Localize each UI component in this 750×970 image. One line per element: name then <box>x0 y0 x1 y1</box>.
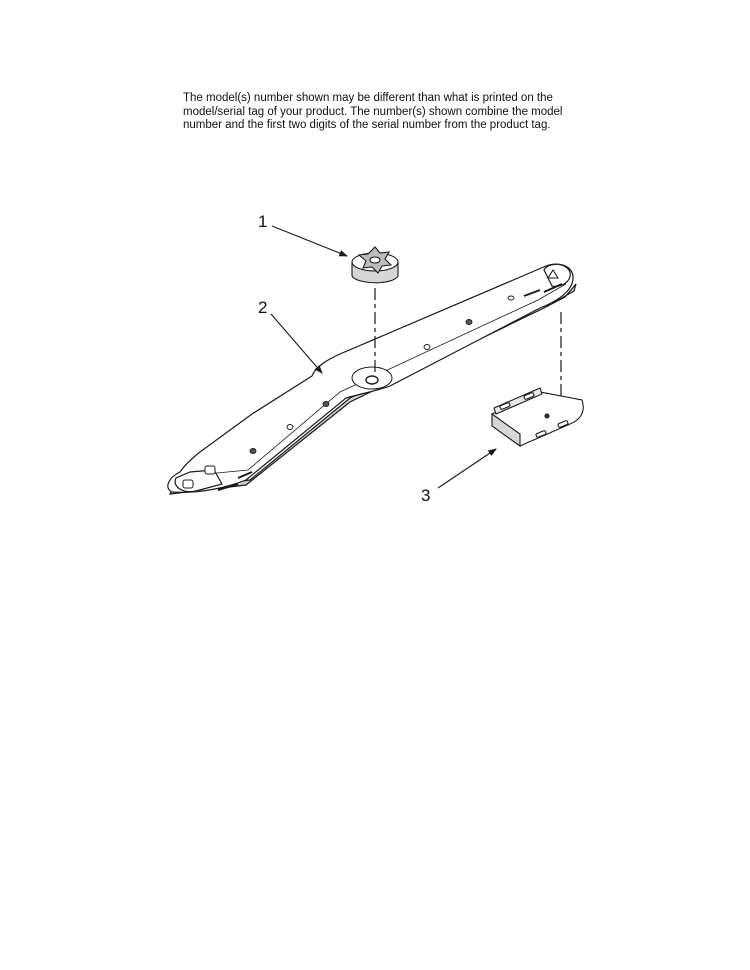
callout-part-2: 2 <box>258 298 268 317</box>
bearing-clip-top <box>492 392 583 446</box>
disclaimer-line-3: number and the first two digits of the serial number from the product tag. <box>183 119 551 131</box>
leader-arrow-2 <box>271 314 322 373</box>
callout-part-3: 3 <box>421 486 431 505</box>
spray-arm <box>168 264 576 494</box>
bearing-clip <box>492 388 583 446</box>
disclaimer-line-1: The model(s) number shown may be different than what is printed on the <box>183 92 553 104</box>
disclaimer-line-2: model/serial tag of your product. The number(s) shown combine the model <box>183 105 563 118</box>
hub-nut <box>352 247 398 283</box>
callout-part-1: 1 <box>258 212 268 231</box>
leader-arrow-3 <box>438 449 496 488</box>
leader-arrow-1 <box>272 226 347 256</box>
spray-arm-hub-hole <box>366 376 378 384</box>
